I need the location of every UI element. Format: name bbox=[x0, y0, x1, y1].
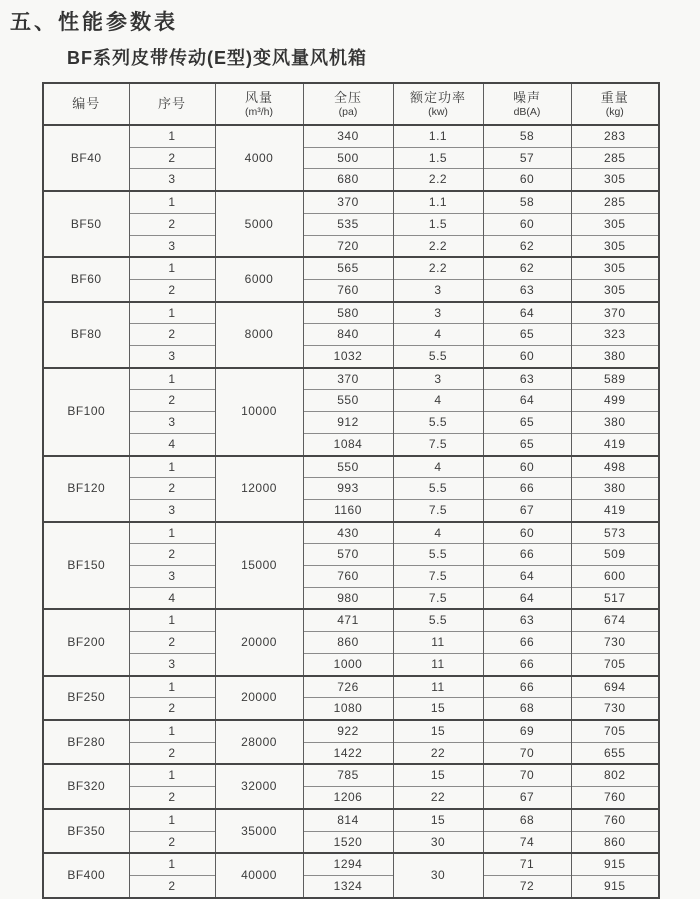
airflow-cell: 28000 bbox=[215, 720, 303, 764]
model-cell: BF120 bbox=[43, 456, 129, 522]
table-row bbox=[43, 302, 659, 324]
pressure-cell: 1520 bbox=[303, 831, 393, 853]
power-cell: 15 bbox=[393, 720, 483, 742]
seq-cell: 1 bbox=[129, 764, 215, 786]
pressure-cell: 785 bbox=[303, 764, 393, 786]
seq-cell: 1 bbox=[129, 125, 215, 147]
weight-cell: 283 bbox=[571, 125, 659, 147]
column-header-unit: (kg) bbox=[605, 106, 624, 118]
model-cell: BF50 bbox=[43, 191, 129, 257]
seq-cell: 1 bbox=[129, 522, 215, 544]
airflow-cell: 6000 bbox=[215, 257, 303, 301]
power-cell: 2.2 bbox=[393, 235, 483, 257]
seq-cell: 1 bbox=[129, 368, 215, 390]
power-cell: 22 bbox=[393, 742, 483, 764]
column-header-1 bbox=[129, 83, 215, 125]
noise-cell: 60 bbox=[483, 456, 571, 478]
column-header-unit: (m³/h) bbox=[245, 106, 273, 118]
pressure-cell: 912 bbox=[303, 412, 393, 434]
pressure-cell: 430 bbox=[303, 522, 393, 544]
column-header-6 bbox=[571, 83, 659, 125]
pressure-cell: 1160 bbox=[303, 499, 393, 521]
seq-cell: 2 bbox=[129, 742, 215, 764]
airflow-cell: 8000 bbox=[215, 302, 303, 368]
noise-cell: 64 bbox=[483, 587, 571, 609]
pressure-cell: 980 bbox=[303, 587, 393, 609]
noise-cell: 60 bbox=[483, 169, 571, 191]
power-cell: 30 bbox=[393, 831, 483, 853]
model-cell: BF40 bbox=[43, 125, 129, 191]
table-row bbox=[43, 390, 659, 412]
noise-cell: 74 bbox=[483, 831, 571, 853]
noise-cell: 66 bbox=[483, 653, 571, 675]
model-cell: BF100 bbox=[43, 368, 129, 456]
power-cell: 5.5 bbox=[393, 412, 483, 434]
noise-cell: 68 bbox=[483, 809, 571, 831]
pressure-cell: 840 bbox=[303, 324, 393, 346]
seq-cell: 1 bbox=[129, 720, 215, 742]
table-row bbox=[43, 191, 659, 213]
airflow-cell: 20000 bbox=[215, 676, 303, 720]
table-row bbox=[43, 587, 659, 609]
noise-cell: 57 bbox=[483, 147, 571, 169]
weight-cell: 305 bbox=[571, 235, 659, 257]
seq-cell: 1 bbox=[129, 853, 215, 875]
seq-cell: 2 bbox=[129, 831, 215, 853]
table-row bbox=[43, 698, 659, 720]
table-row bbox=[43, 609, 659, 631]
airflow-cell: 4000 bbox=[215, 125, 303, 191]
table-row bbox=[43, 235, 659, 257]
table-row bbox=[43, 653, 659, 675]
seq-cell: 1 bbox=[129, 676, 215, 698]
seq-cell: 3 bbox=[129, 169, 215, 191]
pressure-cell: 1422 bbox=[303, 742, 393, 764]
column-header-4 bbox=[393, 83, 483, 125]
pressure-cell: 580 bbox=[303, 302, 393, 324]
pressure-cell: 340 bbox=[303, 125, 393, 147]
pressure-cell: 922 bbox=[303, 720, 393, 742]
noise-cell: 65 bbox=[483, 324, 571, 346]
pressure-cell: 993 bbox=[303, 478, 393, 500]
model-cell: BF60 bbox=[43, 257, 129, 301]
power-cell: 1.1 bbox=[393, 191, 483, 213]
table-row bbox=[43, 853, 659, 875]
weight-cell: 674 bbox=[571, 609, 659, 631]
weight-cell: 380 bbox=[571, 412, 659, 434]
weight-cell: 419 bbox=[571, 499, 659, 521]
power-cell: 1.1 bbox=[393, 125, 483, 147]
weight-cell: 305 bbox=[571, 257, 659, 279]
weight-cell: 380 bbox=[571, 346, 659, 368]
pressure-cell: 760 bbox=[303, 566, 393, 588]
seq-cell: 3 bbox=[129, 346, 215, 368]
table-row bbox=[43, 809, 659, 831]
pressure-cell: 370 bbox=[303, 368, 393, 390]
noise-cell: 71 bbox=[483, 853, 571, 875]
pressure-cell: 680 bbox=[303, 169, 393, 191]
power-cell: 11 bbox=[393, 632, 483, 654]
table-row bbox=[43, 169, 659, 191]
model-cell: BF200 bbox=[43, 609, 129, 675]
power-cell: 4 bbox=[393, 390, 483, 412]
model-cell: BF80 bbox=[43, 302, 129, 368]
weight-cell: 419 bbox=[571, 433, 659, 455]
pressure-cell: 570 bbox=[303, 544, 393, 566]
noise-cell: 70 bbox=[483, 742, 571, 764]
seq-cell: 2 bbox=[129, 632, 215, 654]
column-header-2 bbox=[215, 83, 303, 125]
pressure-cell: 726 bbox=[303, 676, 393, 698]
column-header-0 bbox=[43, 83, 129, 125]
seq-cell: 4 bbox=[129, 433, 215, 455]
airflow-cell: 5000 bbox=[215, 191, 303, 257]
noise-cell: 66 bbox=[483, 544, 571, 566]
table-row bbox=[43, 544, 659, 566]
pressure-cell: 565 bbox=[303, 257, 393, 279]
noise-cell: 62 bbox=[483, 257, 571, 279]
table-row bbox=[43, 257, 659, 279]
power-cell: 7.5 bbox=[393, 587, 483, 609]
noise-cell: 64 bbox=[483, 390, 571, 412]
seq-cell: 1 bbox=[129, 257, 215, 279]
weight-cell: 305 bbox=[571, 213, 659, 235]
airflow-cell: 10000 bbox=[215, 368, 303, 456]
column-header-label: 重量 bbox=[600, 90, 629, 105]
pressure-cell: 1080 bbox=[303, 698, 393, 720]
seq-cell: 3 bbox=[129, 412, 215, 434]
noise-cell: 64 bbox=[483, 566, 571, 588]
table-row bbox=[43, 499, 659, 521]
pressure-cell: 1206 bbox=[303, 787, 393, 809]
pressure-cell: 500 bbox=[303, 147, 393, 169]
noise-cell: 66 bbox=[483, 478, 571, 500]
power-cell: 4 bbox=[393, 456, 483, 478]
weight-cell: 499 bbox=[571, 390, 659, 412]
seq-cell: 3 bbox=[129, 653, 215, 675]
seq-cell: 2 bbox=[129, 279, 215, 301]
weight-cell: 517 bbox=[571, 587, 659, 609]
column-header-label: 编号 bbox=[72, 96, 101, 111]
pressure-cell: 814 bbox=[303, 809, 393, 831]
model-cell: BF280 bbox=[43, 720, 129, 764]
column-header-5 bbox=[483, 83, 571, 125]
performance-table bbox=[42, 82, 660, 899]
noise-cell: 68 bbox=[483, 698, 571, 720]
pressure-cell: 535 bbox=[303, 213, 393, 235]
table-row bbox=[43, 478, 659, 500]
table-row bbox=[43, 875, 659, 897]
pressure-cell: 550 bbox=[303, 390, 393, 412]
noise-cell: 67 bbox=[483, 787, 571, 809]
pressure-cell: 760 bbox=[303, 279, 393, 301]
table-row bbox=[43, 125, 659, 147]
pressure-cell: 1324 bbox=[303, 875, 393, 897]
seq-cell: 2 bbox=[129, 787, 215, 809]
table-row bbox=[43, 324, 659, 346]
seq-cell: 2 bbox=[129, 147, 215, 169]
power-cell: 3 bbox=[393, 279, 483, 301]
power-cell: 15 bbox=[393, 764, 483, 786]
weight-cell: 705 bbox=[571, 653, 659, 675]
column-header-label: 噪声 bbox=[512, 90, 541, 105]
power-cell: 7.5 bbox=[393, 566, 483, 588]
airflow-cell: 12000 bbox=[215, 456, 303, 522]
noise-cell: 63 bbox=[483, 609, 571, 631]
airflow-cell: 35000 bbox=[215, 809, 303, 853]
noise-cell: 64 bbox=[483, 302, 571, 324]
seq-cell: 1 bbox=[129, 456, 215, 478]
pressure-cell: 1000 bbox=[303, 653, 393, 675]
seq-cell: 1 bbox=[129, 809, 215, 831]
page-title: 五、性能参数表 bbox=[10, 11, 178, 34]
column-header-label: 风量 bbox=[244, 90, 273, 105]
noise-cell: 58 bbox=[483, 125, 571, 147]
noise-cell: 65 bbox=[483, 412, 571, 434]
table-row bbox=[43, 213, 659, 235]
power-cell: 3 bbox=[393, 368, 483, 390]
weight-cell: 694 bbox=[571, 676, 659, 698]
table-row bbox=[43, 831, 659, 853]
weight-cell: 509 bbox=[571, 544, 659, 566]
table-header-row bbox=[43, 83, 659, 125]
pressure-cell: 1294 bbox=[303, 853, 393, 875]
weight-cell: 305 bbox=[571, 169, 659, 191]
weight-cell: 498 bbox=[571, 456, 659, 478]
model-cell: BF400 bbox=[43, 853, 129, 897]
model-cell: BF320 bbox=[43, 764, 129, 808]
weight-cell: 915 bbox=[571, 853, 659, 875]
weight-cell: 655 bbox=[571, 742, 659, 764]
weight-cell: 370 bbox=[571, 302, 659, 324]
table-row bbox=[43, 279, 659, 301]
column-header-label: 序号 bbox=[157, 96, 186, 111]
power-cell: 11 bbox=[393, 653, 483, 675]
power-cell: 5.5 bbox=[393, 478, 483, 500]
model-cell: BF150 bbox=[43, 522, 129, 610]
column-header-unit: (kw) bbox=[428, 106, 448, 118]
weight-cell: 760 bbox=[571, 809, 659, 831]
power-cell: 2.2 bbox=[393, 257, 483, 279]
noise-cell: 65 bbox=[483, 433, 571, 455]
noise-cell: 63 bbox=[483, 279, 571, 301]
seq-cell: 3 bbox=[129, 566, 215, 588]
power-cell: 3 bbox=[393, 302, 483, 324]
power-cell: 7.5 bbox=[393, 499, 483, 521]
table-row bbox=[43, 632, 659, 654]
weight-cell: 915 bbox=[571, 875, 659, 897]
power-cell: 11 bbox=[393, 676, 483, 698]
weight-cell: 380 bbox=[571, 478, 659, 500]
seq-cell: 2 bbox=[129, 478, 215, 500]
table-row bbox=[43, 346, 659, 368]
power-cell: 2.2 bbox=[393, 169, 483, 191]
table-row bbox=[43, 433, 659, 455]
seq-cell: 2 bbox=[129, 544, 215, 566]
power-cell: 1.5 bbox=[393, 213, 483, 235]
airflow-cell: 20000 bbox=[215, 609, 303, 675]
noise-cell: 67 bbox=[483, 499, 571, 521]
power-cell: 30 bbox=[393, 853, 483, 897]
power-cell: 5.5 bbox=[393, 544, 483, 566]
column-header-label: 额定功率 bbox=[409, 90, 466, 105]
weight-cell: 573 bbox=[571, 522, 659, 544]
weight-cell: 589 bbox=[571, 368, 659, 390]
weight-cell: 600 bbox=[571, 566, 659, 588]
noise-cell: 60 bbox=[483, 213, 571, 235]
model-cell: BF250 bbox=[43, 676, 129, 720]
table-row bbox=[43, 676, 659, 698]
pressure-cell: 860 bbox=[303, 632, 393, 654]
noise-cell: 69 bbox=[483, 720, 571, 742]
table-row bbox=[43, 764, 659, 786]
pressure-cell: 370 bbox=[303, 191, 393, 213]
noise-cell: 60 bbox=[483, 346, 571, 368]
power-cell: 15 bbox=[393, 698, 483, 720]
seq-cell: 1 bbox=[129, 302, 215, 324]
noise-cell: 66 bbox=[483, 676, 571, 698]
seq-cell: 2 bbox=[129, 698, 215, 720]
column-header-3 bbox=[303, 83, 393, 125]
table-row bbox=[43, 147, 659, 169]
noise-cell: 63 bbox=[483, 368, 571, 390]
power-cell: 1.5 bbox=[393, 147, 483, 169]
power-cell: 5.5 bbox=[393, 609, 483, 631]
seq-cell: 3 bbox=[129, 499, 215, 521]
seq-cell: 2 bbox=[129, 213, 215, 235]
pressure-cell: 1032 bbox=[303, 346, 393, 368]
pressure-cell: 720 bbox=[303, 235, 393, 257]
seq-cell: 2 bbox=[129, 875, 215, 897]
power-cell: 4 bbox=[393, 324, 483, 346]
model-cell: BF350 bbox=[43, 809, 129, 853]
power-cell: 5.5 bbox=[393, 346, 483, 368]
power-cell: 15 bbox=[393, 809, 483, 831]
seq-cell: 2 bbox=[129, 390, 215, 412]
power-cell: 4 bbox=[393, 522, 483, 544]
seq-cell: 2 bbox=[129, 324, 215, 346]
noise-cell: 58 bbox=[483, 191, 571, 213]
pressure-cell: 471 bbox=[303, 609, 393, 631]
seq-cell: 1 bbox=[129, 191, 215, 213]
noise-cell: 66 bbox=[483, 632, 571, 654]
table-row bbox=[43, 456, 659, 478]
weight-cell: 305 bbox=[571, 279, 659, 301]
weight-cell: 323 bbox=[571, 324, 659, 346]
airflow-cell: 15000 bbox=[215, 522, 303, 610]
weight-cell: 802 bbox=[571, 764, 659, 786]
weight-cell: 730 bbox=[571, 698, 659, 720]
weight-cell: 705 bbox=[571, 720, 659, 742]
noise-cell: 72 bbox=[483, 875, 571, 897]
column-header-unit: (pa) bbox=[338, 106, 358, 118]
pressure-cell: 550 bbox=[303, 456, 393, 478]
column-header-unit: dB(A) bbox=[513, 106, 541, 118]
noise-cell: 60 bbox=[483, 522, 571, 544]
weight-cell: 760 bbox=[571, 787, 659, 809]
table-row bbox=[43, 742, 659, 764]
table-row bbox=[43, 720, 659, 742]
table-row bbox=[43, 368, 659, 390]
power-cell: 7.5 bbox=[393, 433, 483, 455]
seq-cell: 3 bbox=[129, 235, 215, 257]
airflow-cell: 40000 bbox=[215, 853, 303, 897]
table-row bbox=[43, 787, 659, 809]
noise-cell: 70 bbox=[483, 764, 571, 786]
weight-cell: 730 bbox=[571, 632, 659, 654]
power-cell: 22 bbox=[393, 787, 483, 809]
table-row bbox=[43, 566, 659, 588]
table-row bbox=[43, 412, 659, 434]
column-header-label: 全压 bbox=[333, 90, 362, 105]
pressure-cell: 1084 bbox=[303, 433, 393, 455]
noise-cell: 62 bbox=[483, 235, 571, 257]
airflow-cell: 32000 bbox=[215, 764, 303, 808]
weight-cell: 285 bbox=[571, 191, 659, 213]
seq-cell: 1 bbox=[129, 609, 215, 631]
seq-cell: 4 bbox=[129, 587, 215, 609]
weight-cell: 860 bbox=[571, 831, 659, 853]
weight-cell: 285 bbox=[571, 147, 659, 169]
table-row bbox=[43, 522, 659, 544]
table-caption: BF系列皮带传动(E型)变风量风机箱 bbox=[67, 48, 367, 68]
